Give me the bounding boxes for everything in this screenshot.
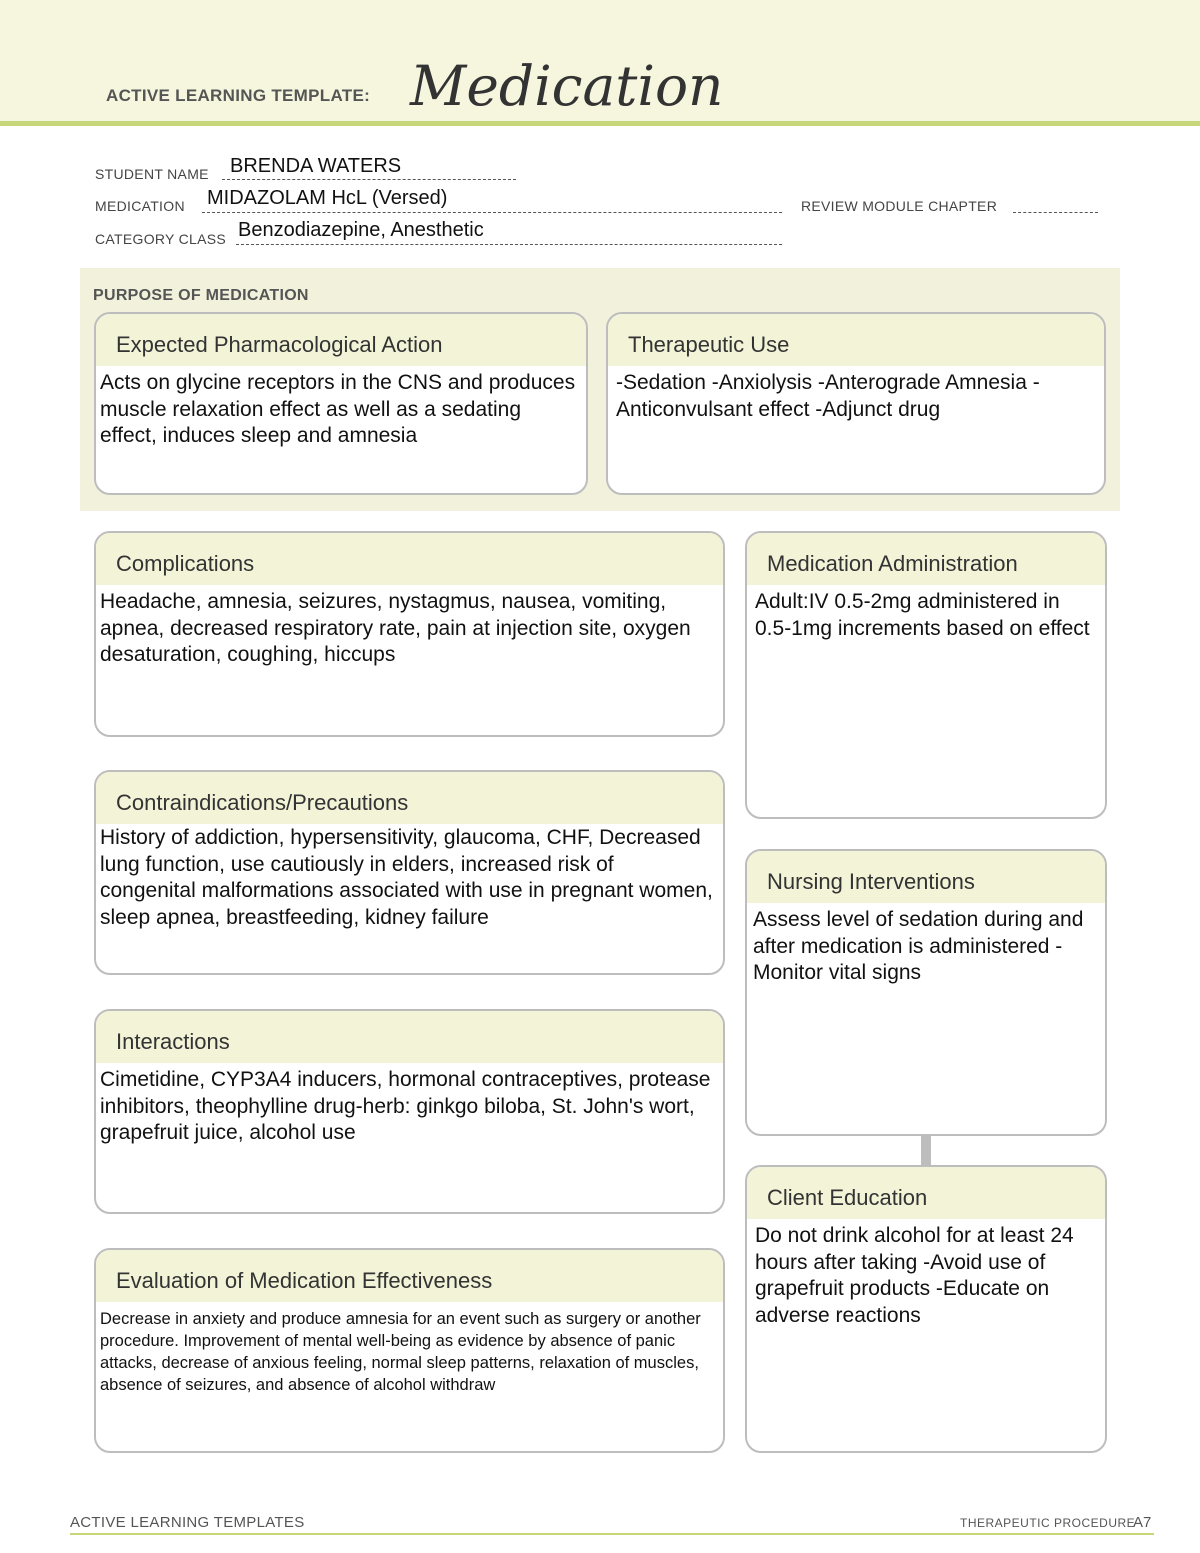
contraindications-box: [94, 770, 725, 975]
interactions-heading: Interactions: [96, 1011, 723, 1063]
client-education-box: [745, 1165, 1107, 1453]
header-divider: [0, 121, 1200, 126]
complications-box: [94, 531, 725, 737]
review-module-field[interactable]: [1013, 212, 1098, 213]
medication-administration-text[interactable]: Adult:IV 0.5-2mg administered in 0.5-1mg increments based on effect: [755, 590, 1090, 640]
client-education-text[interactable]: Do not drink alcohol for at least 24 hours after taking -Avoid use of grapefruit products -Educate on adverse reactions: [755, 1224, 1074, 1327]
box-connector: [921, 1134, 931, 1167]
footer-divider: [70, 1533, 1154, 1535]
contraindications-text[interactable]: History of addiction, hypersensitivity, glaucoma, CHF, Decreased lung function, use cautiously in elders, increased risk of congenital malformations associated with use in pregnant women, sleep apnea, breastfeeding, kidney failure: [100, 826, 713, 929]
page-number: A7: [1133, 1514, 1152, 1531]
medication-administration-heading: Medication Administration: [747, 533, 1105, 585]
medication-label: MEDICATION: [95, 198, 185, 214]
therapeutic-use-heading: Therapeutic Use: [608, 314, 1104, 366]
therapeutic-use-text[interactable]: -Sedation -Anxiolysis -Anterograde Amnesia -Anticonvulsant effect -Adjunct drug: [616, 371, 1040, 421]
interactions-text[interactable]: Cimetidine, CYP3A4 inducers, hormonal contraceptives, protease inhibitors, theophylline drug-herb: ginkgo biloba, St. John's wort, grapefruit juice, alcohol use: [100, 1068, 711, 1144]
purpose-title: PURPOSE OF MEDICATION: [93, 287, 309, 304]
student-name-field[interactable]: BRENDA WATERS: [230, 155, 402, 177]
medication-underline: [202, 212, 782, 213]
nursing-interventions-box: [745, 849, 1107, 1136]
category-class-underline: [236, 244, 782, 245]
client-education-heading: Client Education: [747, 1167, 1105, 1219]
nursing-interventions-text[interactable]: Assess level of sedation during and after medication is administered -Monitor vital signs: [753, 908, 1084, 984]
template-label: ACTIVE LEARNING TEMPLATE:: [106, 86, 371, 105]
medication-administration-box: [745, 531, 1107, 819]
therapeutic-use-box: [606, 312, 1106, 495]
student-name-label: STUDENT NAME: [95, 166, 209, 182]
expected-action-heading: Expected Pharmacological Action: [96, 314, 586, 366]
evaluation-heading: Evaluation of Medication Effectiveness: [96, 1250, 723, 1302]
expected-action-text[interactable]: Acts on glycine receptors in the CNS and produces muscle relaxation effect as well as a sedating effect, induces sleep and amnesia: [100, 371, 576, 447]
evaluation-box: [94, 1248, 725, 1453]
review-module-label: REVIEW MODULE CHAPTER: [801, 198, 998, 214]
category-class-field[interactable]: Benzodiazepine, Anesthetic: [238, 219, 484, 241]
student-name-underline: [222, 179, 516, 180]
footer-left-label: ACTIVE LEARNING TEMPLATES: [70, 1514, 305, 1531]
medication-field[interactable]: MIDAZOLAM HcL (Versed): [207, 187, 448, 209]
complications-text[interactable]: Headache, amnesia, seizures, nystagmus, nausea, vomiting, apnea, decreased respiratory rate, pain at injection site, oxygen desaturation, coughing, hiccups: [100, 590, 691, 666]
evaluation-text[interactable]: Decrease in anxiety and produce amnesia for an event such as surgery or another procedure. Improvement of mental well-being as evidence by absence of panic attacks, decrease of anxious feeling, normal sleep patterns, relaxation of muscles, absence of seizures, and absence of alcohol withdraw: [100, 1310, 701, 1394]
complications-heading: Complications: [96, 533, 723, 585]
category-class-label: CATEGORY CLASS: [95, 231, 227, 247]
expected-action-box: [94, 312, 588, 495]
contraindications-heading: Contraindications/Precautions: [96, 772, 723, 824]
footer-right-label: THERAPEUTIC PROCEDURE: [960, 1516, 1136, 1530]
page-title: Medication: [410, 54, 724, 118]
nursing-interventions-heading: Nursing Interventions: [747, 851, 1105, 903]
interactions-box: [94, 1009, 725, 1214]
